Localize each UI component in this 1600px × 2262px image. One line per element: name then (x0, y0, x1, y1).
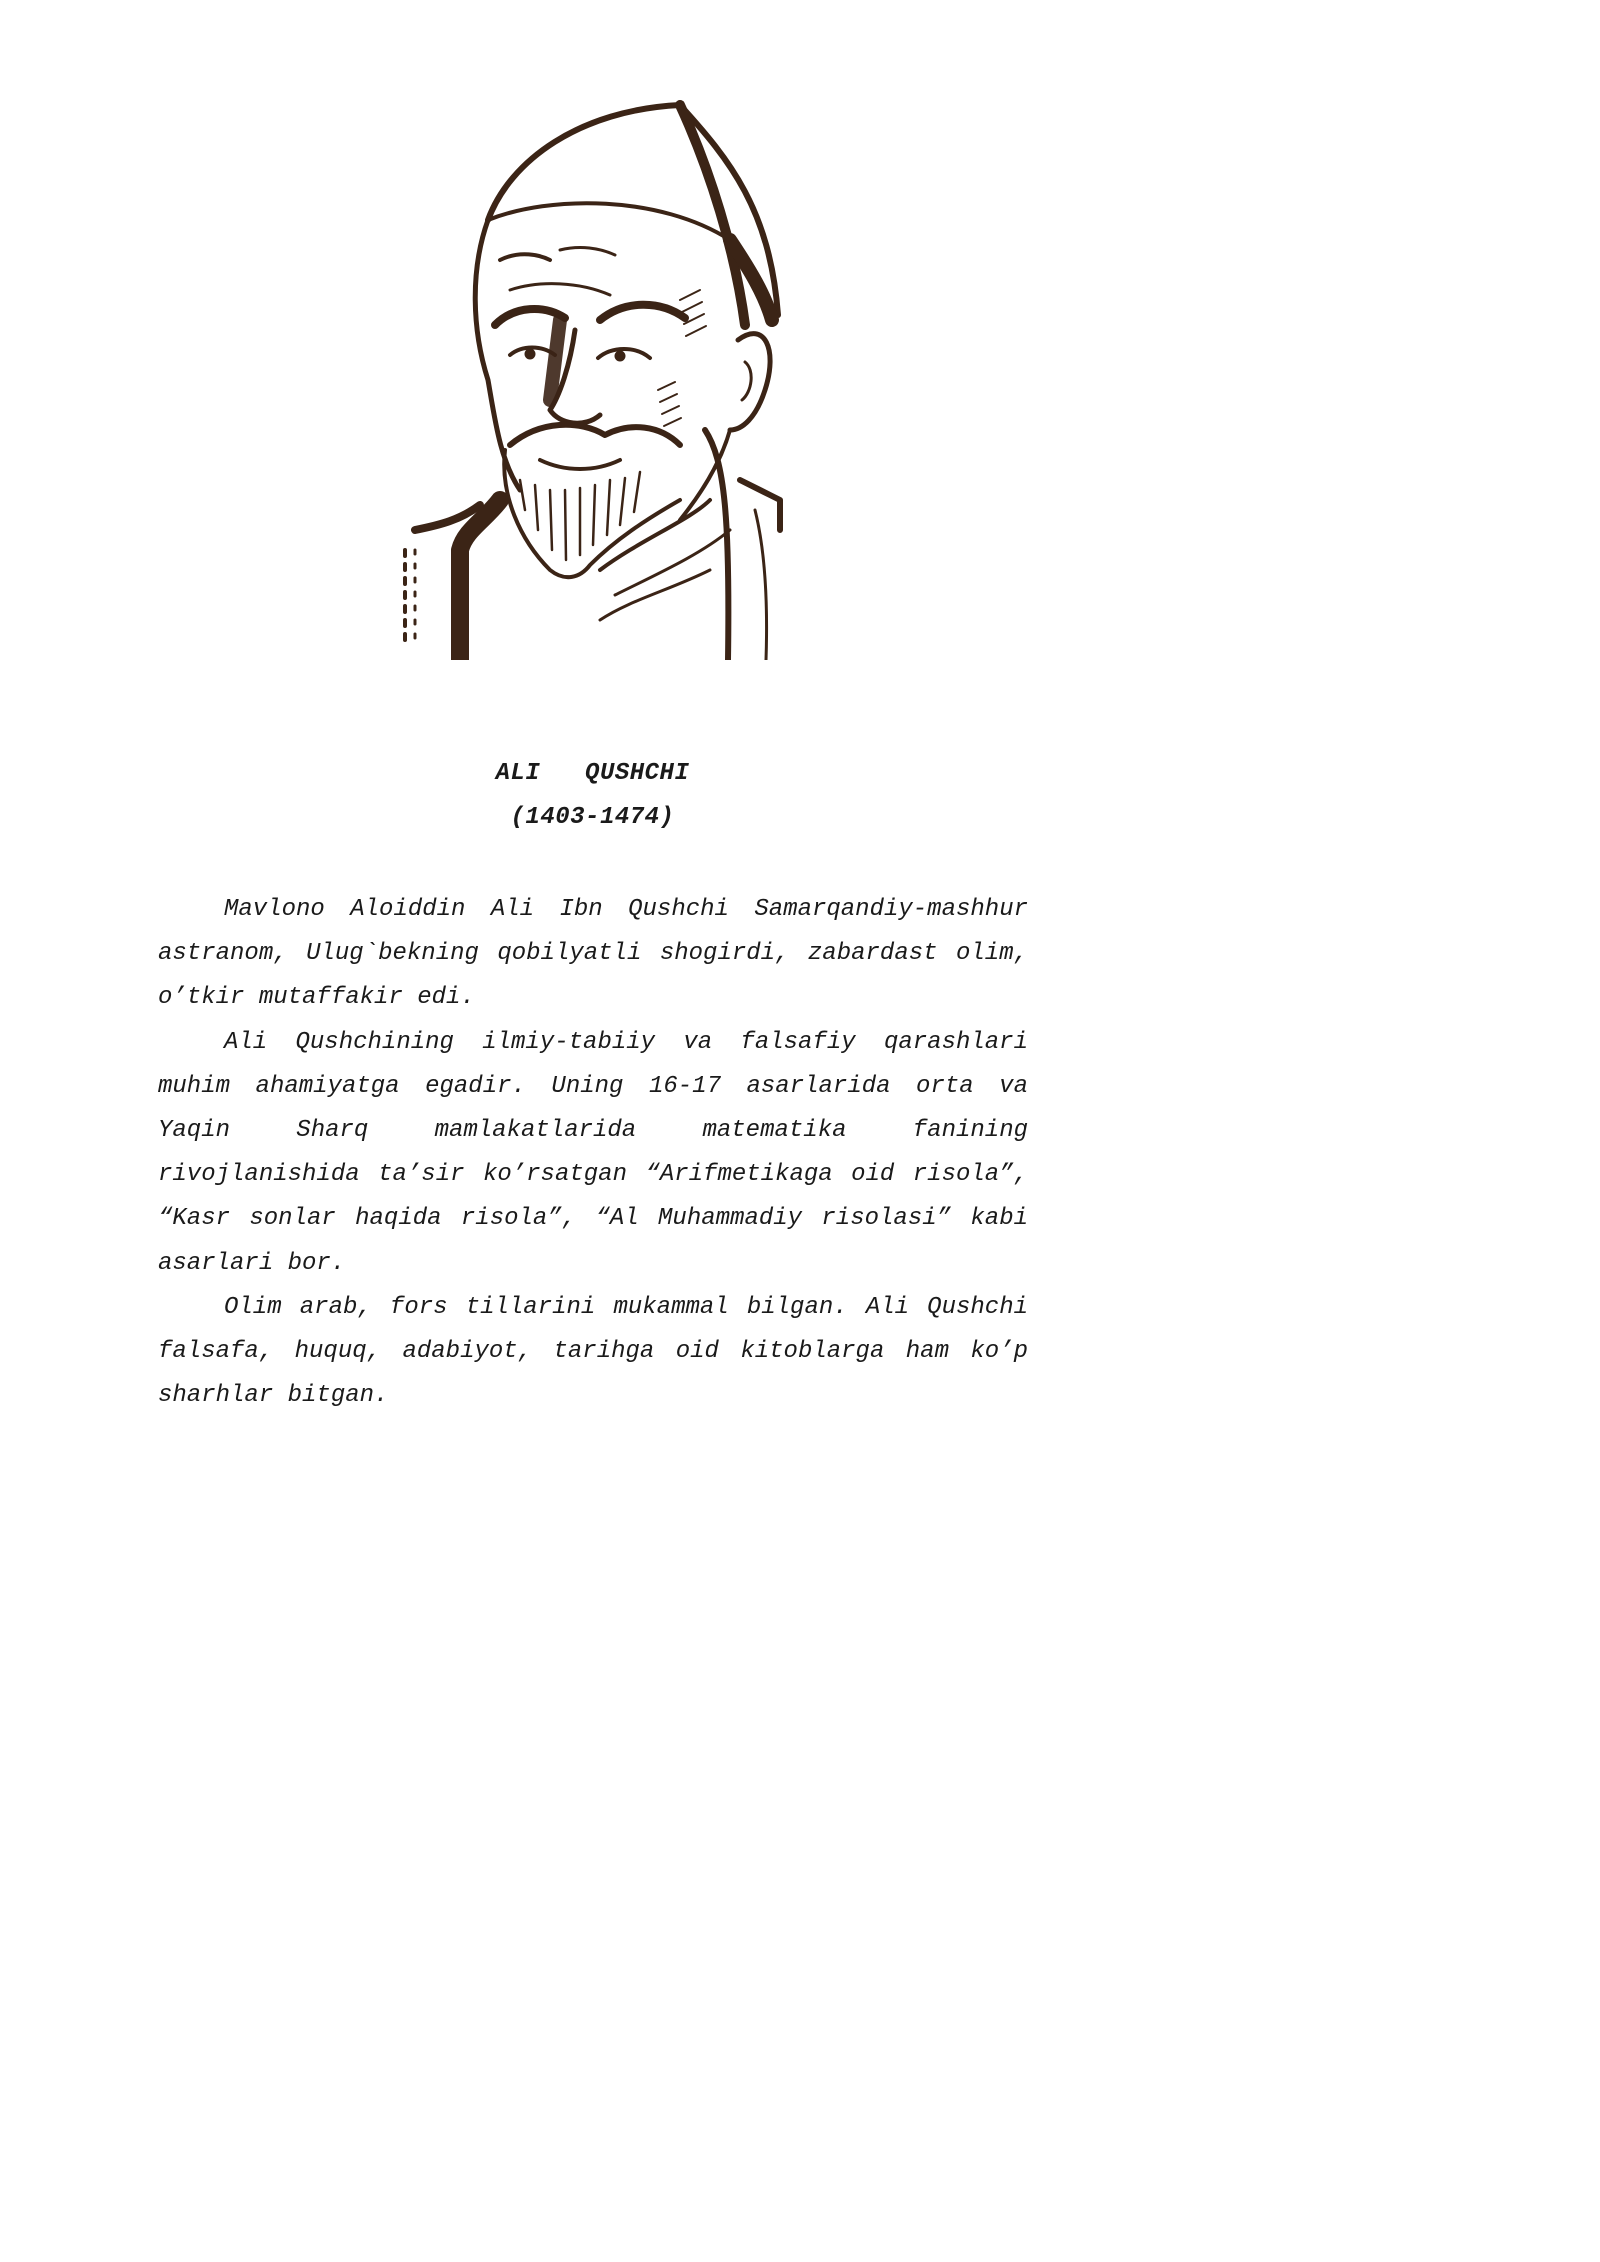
paragraph-2: Ali Qushchining ilmiy-tabiiy va falsafiy qarashlari muhim ahamiyatga egadir. Uning 16-17 asarlarida orta va Yaqin Sharq mamlakatlarida matematika fanining rivojlanishida ta’sir ko’rsatgan “Arifmetikaga oid risola”, “Kasr sonlar haqida risola”, “Al Muhammadiy risolasi” kabi asarlari bor. (158, 1028, 1028, 1277)
page-title: ALI QUSHCHI (495, 760, 690, 787)
paragraph-1: Mavlono Aloiddin Ali Ibn Qushchi Samarqandiy-mashhur astranom, Ulug`bekning qobilyatli shogirdi, zabardast olim, o’tkir mutaffakir edi. (158, 896, 1028, 1012)
biography-text (158, 888, 1028, 1418)
portrait-engraving-icon (400, 100, 790, 660)
paragraph-3: Olim arab, fors tillarini mukammal bilgan. Ali Qushchi falsafa, huquq, adabiyot, tarihga oid kitoblarga ham ko’p sharhlar bitgan. (158, 1293, 1028, 1410)
lifespan-years: (1403-1474) (510, 804, 675, 831)
